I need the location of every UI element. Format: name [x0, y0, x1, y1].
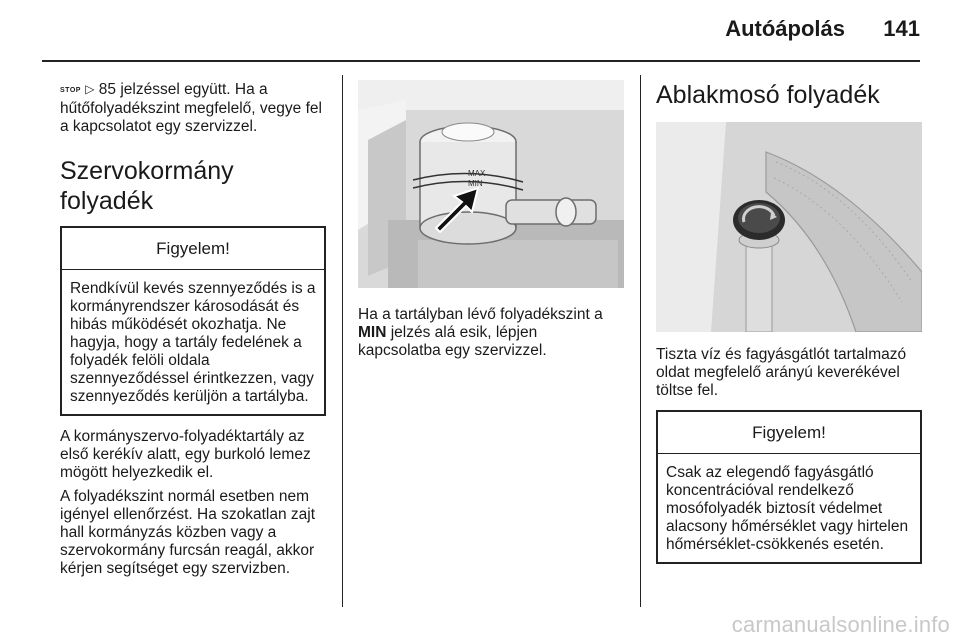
paragraph-level-check: A folyadékszint normál esetben nem igényel ellenőrzést. Ha szokatlan zajt hall kormányzás közben vagy a szervokormány furcsán reagál, akkor kérjen segítséget egy szervizben.	[60, 488, 316, 577]
intro-text: 85 jelzéssel együtt. Ha a hűtőfolyadékszint megfelelő, vegye fel a kapcsolatot egy szervizzel.	[60, 81, 322, 135]
min-label: MIN	[468, 179, 483, 188]
min-bold: MIN	[358, 324, 387, 341]
column-divider-2	[640, 75, 641, 607]
warning-box-power-steering	[60, 226, 326, 416]
reference-arrow-icon: ▷	[85, 82, 95, 96]
warning-body-washer: Csak az elegendő fagyásgátló koncentrációval rendelkező mosófolyadék biztosít védelmet alacsony hőmérséklet vagy hirtelen hőmérséklet-csökkenés esetén.	[666, 464, 909, 553]
min-text-after: jelzés alá esik, lépjen kapcsolatba egy szervizzel.	[358, 324, 547, 359]
stop-symbol: STOP	[60, 87, 81, 94]
max-label: MAX	[468, 169, 486, 178]
reservoir-illustration	[358, 80, 624, 288]
footer-watermark: carmanualsonline.info	[731, 612, 950, 637]
washer-reservoir-figure	[656, 122, 922, 332]
intro-paragraph	[60, 80, 326, 136]
column-3	[656, 80, 922, 564]
page-number: 141	[883, 16, 920, 41]
section-title-power-steering: Szervokormány folyadék	[60, 157, 234, 215]
power-steering-reservoir-figure	[358, 80, 624, 288]
section-title-washer-fluid: Ablakmosó folyadék	[656, 81, 880, 109]
header-divider	[42, 60, 920, 62]
paragraph-reservoir-location: A kormányszervo-folyadéktartály az első kerékív alatt, egy burkoló lemez mögött helyezkedik el.	[60, 428, 311, 481]
warning-title: Figyelem!	[62, 228, 324, 270]
paragraph-min-level	[358, 306, 624, 360]
warning-box-washer-fluid	[656, 410, 922, 564]
warning-body: Rendkívül kevés szennyeződés is a kormányrendszer károsodását és hibás működését okozhatja. Ne hagyja, hogy a tartály fedelének a folyadék felöli oldala szennyeződéssel érintkezzen, vagy szennyeződés kerüljön a tartályba.	[70, 280, 316, 405]
column-2	[358, 80, 624, 366]
header-title: Autóápolás	[725, 16, 845, 41]
paragraph-fill: Tiszta víz és fagyásgátlót tartalmazó oldat megfelelő arányú keverékével töltse fel.	[656, 346, 907, 399]
column-divider-1	[342, 75, 343, 607]
washer-illustration	[656, 122, 922, 332]
warning-title-washer: Figyelem!	[658, 412, 920, 454]
column-1	[60, 80, 326, 584]
min-text-before: Ha a tartályban lévő folyadékszint a	[358, 306, 603, 323]
